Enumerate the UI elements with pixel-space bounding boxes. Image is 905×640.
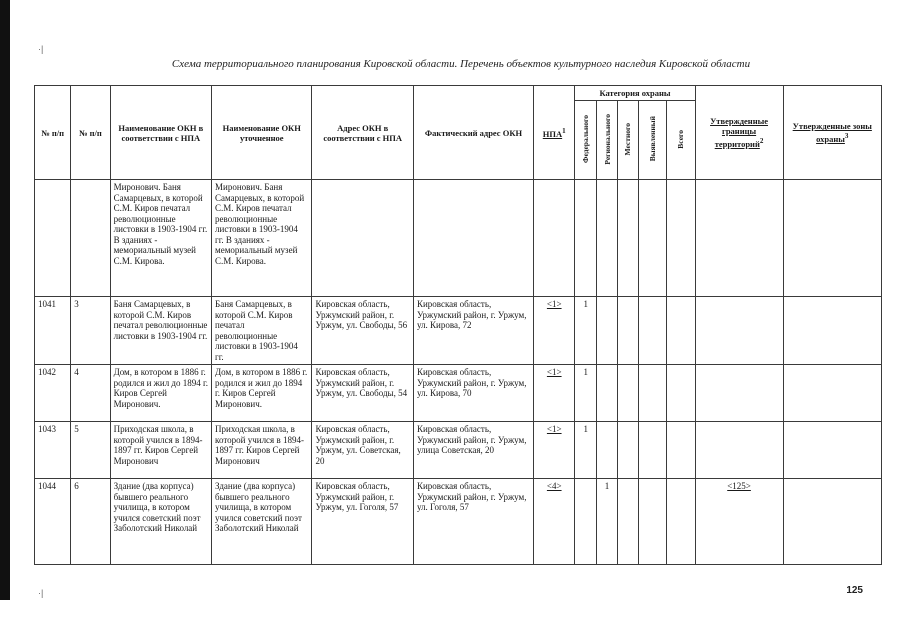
header-zones-label: Утвержденные зоны охраны	[792, 121, 872, 144]
cell-cat-regional	[597, 365, 618, 422]
cell-num2: 6	[71, 479, 110, 565]
cell-cat-regional: 1	[597, 479, 618, 565]
cell-borders	[695, 365, 783, 422]
scan-edge-mark: ·|	[38, 44, 44, 54]
cell-num: 1042	[35, 365, 71, 422]
cell-cat-identified	[638, 180, 666, 297]
cell-cat-identified	[638, 422, 666, 479]
cell-address-fact: Кировская область, Уржумский район, г. Уржум, улица Советская, 20	[413, 422, 533, 479]
header-borders	[695, 86, 783, 180]
header-cat-regional: Регионального	[597, 101, 618, 180]
table-row	[35, 297, 882, 365]
cell-npa: <4>	[534, 479, 575, 565]
table-row	[35, 365, 882, 422]
cell-address-fact: Кировская область, Уржумский район, г. Уржум, ул. Кирова, 70	[413, 365, 533, 422]
cell-num2: 5	[71, 422, 110, 479]
header-npa	[534, 86, 575, 180]
cell-cat-federal	[575, 479, 597, 565]
cell-zones	[783, 365, 881, 422]
cell-zones	[783, 297, 881, 365]
cell-borders	[695, 180, 783, 297]
header-row	[35, 86, 882, 101]
page-number: 125	[846, 585, 863, 596]
cell-borders	[695, 297, 783, 365]
header-address-fact: Фактический адрес ОКН	[413, 86, 533, 180]
cell-cat-total	[666, 479, 695, 565]
cell-cat-local	[617, 297, 638, 365]
cell-cat-total	[666, 297, 695, 365]
header-zones	[783, 86, 881, 180]
cell-borders: <125>	[695, 479, 783, 565]
cell-name-npa: Дом, в котором в 1886 г. родился и жил до 1894 г. Киров Сергей Миронович.	[110, 365, 211, 422]
header-npa-sup: 1	[562, 127, 566, 136]
cell-num2: 3	[71, 297, 110, 365]
cell-npa: <1>	[534, 365, 575, 422]
cell-cat-total	[666, 180, 695, 297]
header-name-specified: Наименование ОКН уточненное	[212, 86, 312, 180]
header-cat-federal: Федерального	[575, 101, 597, 180]
cell-num2: 4	[71, 365, 110, 422]
table-row	[35, 479, 882, 565]
cell-address-fact: Кировская область, Уржумский район, г. Уржум, ул. Кирова, 72	[413, 297, 533, 365]
cell-name-specified: Баня Самарцевых, в которой С.М. Киров печатал революционные листовки в 1903-1904 гг.	[212, 297, 312, 365]
cell-name-specified: Дом, в котором в 1886 г. родился и жил до 1894 г. Киров Сергей Миронович.	[212, 365, 312, 422]
cell-borders	[695, 422, 783, 479]
cell-address-npa: Кировская область, Уржумский район, г. Уржум, ул. Свободы, 56	[312, 297, 413, 365]
cell-cat-federal: 1	[575, 365, 597, 422]
cell-num	[35, 180, 71, 297]
cell-zones	[783, 422, 881, 479]
cell-address-fact: Кировская область, Уржумский район, г. Уржум, ул. Гоголя, 57	[413, 479, 533, 565]
scan-edge-bar	[0, 0, 10, 600]
cell-cat-local	[617, 479, 638, 565]
header-num: № п/п	[35, 86, 71, 180]
cell-cat-local	[617, 422, 638, 479]
header-address-npa: Адрес ОКН в соответствии с НПА	[312, 86, 413, 180]
cell-name-specified: Миронович. Баня Самарцевых, в которой С.М. Киров печатал революционные листовки в 1903-1904 гг. В зданиях - мемориальный музей С.М. Кирова.	[212, 180, 312, 297]
cell-cat-federal: 1	[575, 422, 597, 479]
cell-cat-identified	[638, 479, 666, 565]
cell-cat-identified	[638, 365, 666, 422]
header-cat-local: Местного	[617, 101, 638, 180]
cell-npa: <1>	[534, 422, 575, 479]
header-num2: № п/п	[71, 86, 110, 180]
cell-num: 1043	[35, 422, 71, 479]
header-cat-identified: Выявленный	[638, 101, 666, 180]
cell-cat-federal	[575, 180, 597, 297]
cell-cat-total	[666, 365, 695, 422]
cell-cat-regional	[597, 180, 618, 297]
cell-name-specified: Приходская школа, в которой учился в 1894-1897 гг. Киров Сергей Миронович	[212, 422, 312, 479]
cell-cat-regional	[597, 422, 618, 479]
cell-zones	[783, 180, 881, 297]
cell-name-npa: Здание (два корпуса) бывшего реального училища, в котором учился советский поэт Заболотский Николай	[110, 479, 211, 565]
cell-name-specified: Здание (два корпуса) бывшего реального училища, в котором учился советский поэт Заболотский Николай	[212, 479, 312, 565]
cell-cat-total	[666, 422, 695, 479]
cell-cat-regional	[597, 297, 618, 365]
header-name-npa: Наименование ОКН в соответствии с НПА	[110, 86, 211, 180]
header-zones-sup: 3	[844, 132, 849, 141]
cell-name-npa: Миронович. Баня Самарцевых, в которой С.М. Киров печатал революционные листовки в 1903-1904 гг. В зданиях - мемориальный музей С.М. Кирова.	[110, 180, 211, 297]
cell-name-npa: Приходская школа, в которой учился в 1894-1897 гг. Киров Сергей Миронович	[110, 422, 211, 479]
cell-cat-local	[617, 365, 638, 422]
cell-npa	[534, 180, 575, 297]
scan-edge-mark: ·|	[38, 588, 44, 598]
cell-address-npa: Кировская область, Уржумский район, г. Уржум, ул. Советская, 20	[312, 422, 413, 479]
cell-num: 1044	[35, 479, 71, 565]
page-title: Схема территориального планирования Кировской области. Перечень объектов культурного наследия Кировской области	[171, 58, 751, 70]
cell-cat-identified	[638, 297, 666, 365]
cell-num2	[71, 180, 110, 297]
cell-address-npa: Кировская область, Уржумский район, г. Уржум, ул. Гоголя, 57	[312, 479, 413, 565]
cell-zones	[783, 479, 881, 565]
cell-npa: <1>	[534, 297, 575, 365]
cell-num: 1041	[35, 297, 71, 365]
cell-address-fact	[413, 180, 533, 297]
table-row	[35, 422, 882, 479]
header-borders-label: Утвержденные границы территорий	[710, 116, 769, 149]
header-category-group: Категория охраны	[575, 86, 695, 101]
cell-cat-federal: 1	[575, 297, 597, 365]
header-cat-total: Всего	[666, 101, 695, 180]
header-npa-label: НПА	[542, 128, 563, 139]
header-borders-sup: 2	[759, 137, 764, 146]
cell-cat-local	[617, 180, 638, 297]
okn-table	[34, 85, 882, 565]
table-row	[35, 180, 882, 297]
cell-address-npa: Кировская область, Уржумский район, г. Уржум, ул. Свободы, 54	[312, 365, 413, 422]
cell-address-npa	[312, 180, 413, 297]
cell-name-npa: Баня Самарцевых, в которой С.М. Киров печатал революционные листовки в 1903-1904 гг.	[110, 297, 211, 365]
